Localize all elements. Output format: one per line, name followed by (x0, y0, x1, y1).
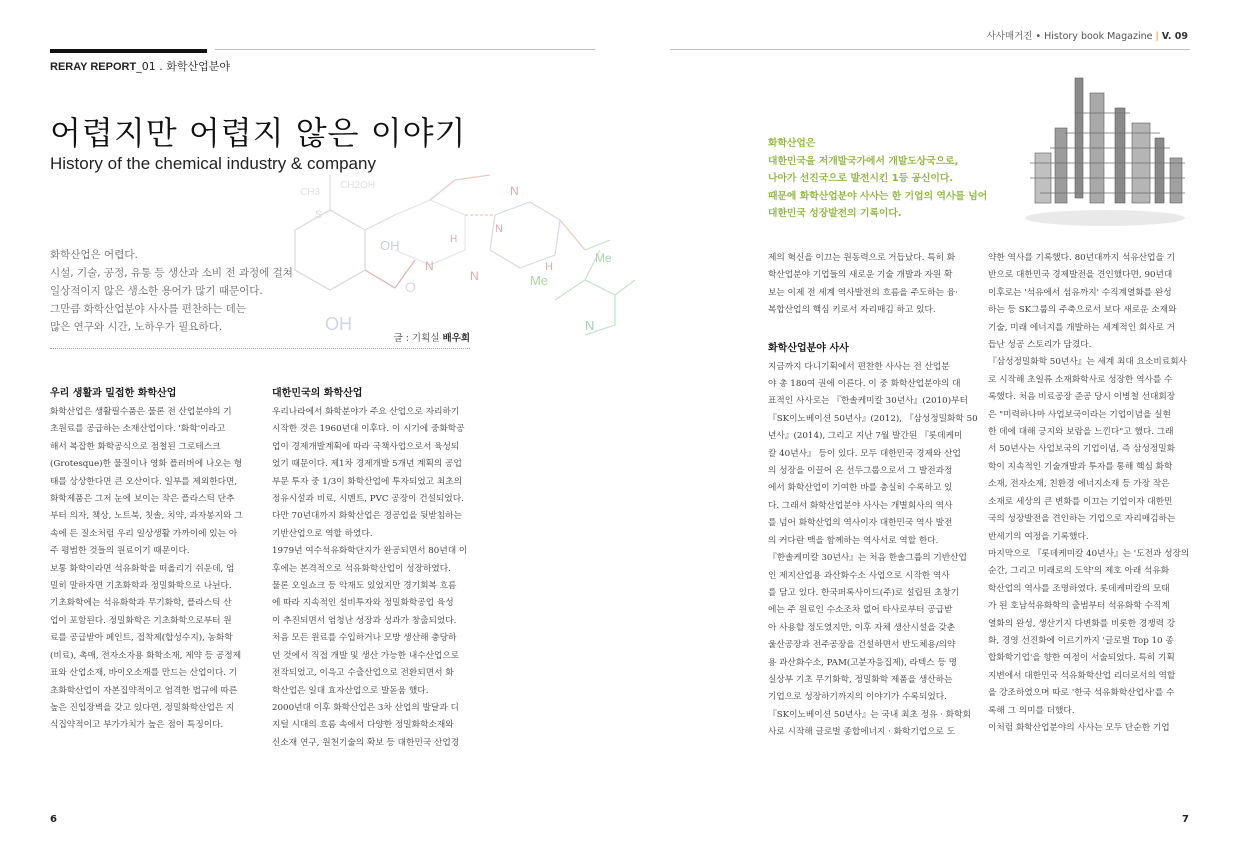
page-title: 어렵지만 어렵지 않은 이야기 (50, 114, 467, 152)
body-line: 부문 투자 중 1/3이 화학산업에 투자되었고 최초의 (272, 476, 463, 487)
section-heading: 대한민국의 화학산업 (272, 388, 363, 399)
page-number-left: 6 (50, 814, 57, 825)
body-line: 다. 그래서 화학산업분야 사사는 개별회사의 역사 (768, 500, 953, 511)
body-line: 반으로 대한민국 경제발전을 견인했다면, 90년대 (988, 270, 1173, 281)
body-line: 처음 모든 원료를 수입하거나 모방 생산해 충당하 (272, 633, 457, 644)
body-line: 높은 진입장벽을 갖고 있다면, 정밀화학산업은 지 (50, 702, 235, 713)
body-line: 을 강조하였으며 따로 '한국 석유화학산업사'를 수 (988, 688, 1175, 699)
body-line: 지털 시대의 흐름 속에서 다양한 정밀화학소재와 (272, 720, 454, 731)
header-gray-rule-right (670, 49, 1190, 50)
intro-line: 화학산업은 어렵다. (50, 249, 138, 261)
body-line: 마지막으로 『롯데케미칼 40년사』는 '도전과 성장의 (988, 548, 1190, 559)
body-line: 서 50년사는 사업보국의 기업이념, 즉 삼성정밀화 (988, 444, 1176, 455)
highlight-line: 대한민국 성장발전의 기록이다. (768, 208, 902, 219)
body-line: 속에 든 질소처럼 우리 일상생활 가까이에 있는 아 (50, 528, 238, 539)
body-line: 듭난 성공 스토리가 담겼다. (988, 340, 1092, 351)
body-line: 에 따라 지속적인 설비투자와 정밀화학공업 육성 (272, 598, 454, 609)
body-line: 물론 오일쇼크 등 악재도 있었지만 경기회복 흐름 (272, 581, 457, 592)
body-line: 기초화학에는 석유화학과 무기화학, 플라스틱 산 (50, 598, 232, 609)
body-line: 다만 70년대까지 화학산업은 경공업을 뒷받침하는 (272, 511, 462, 522)
body-line: (비료), 촉매, 전자소자용 화학소재, 제약 등 공정제 (50, 650, 242, 661)
body-line: 의 커다란 맥을 함께하는 역사서로 역할 한다. (768, 535, 939, 546)
body-line: 던 것에서 직접 개발 및 생산 가능한 내수산업으로 (272, 650, 460, 661)
body-line: 지변에서 대한민국 석유화학산업 리더로서의 역할 (988, 670, 1176, 681)
body-line: 업이 경제개발계획에 따라 국책사업으로서 육성되 (272, 441, 460, 452)
body-line: 기반산업으로 역할 하였다. (272, 528, 373, 539)
body-line: 아 사용할 정도였지만, 이후 자체 생산시설을 갖춘 (768, 622, 956, 633)
highlight-quote (768, 135, 987, 223)
intro-line: 많은 연구와 시간, 노하우가 필요하다. (50, 321, 223, 333)
body-line: 학산업의 역사를 조명하였다. 롯데케미칼의 모태 (988, 583, 1170, 594)
body-line: 해서 복잡한 화학공식으로 점철된 그로테스크 (50, 441, 221, 452)
body-line: 학산업은 일대 효자산업으로 발돋움 했다. (272, 685, 429, 696)
body-line: 로 시작해 초일류 소재화학사로 성장한 역사를 수 (988, 374, 1173, 385)
volume-number: V. 09 (1161, 31, 1188, 42)
highlight-line: 때문에 화학산업분야 사사는 한 기업의 역사를 넘어 (768, 190, 988, 202)
body-line: 보는 이제 전 세계 역사발전의 흐름을 주도하는 융· (768, 287, 958, 298)
body-line: 반세기의 여정을 기록했다. (988, 531, 1089, 542)
body-line: 주 평범한 것들의 원료이기 때문이다. (50, 546, 190, 557)
body-line: 우리나라에서 화학분야가 주요 산업으로 자리하기 (272, 407, 460, 417)
report-label-rest: _01 . 화학산업분야 (136, 60, 230, 73)
body-line: 용 과산화수소, PAM(고분자응집제), 라텍스 등 명 (768, 657, 957, 668)
body-line: 열화의 완성, 생산기지 다변화를 비롯한 경쟁력 강 (988, 618, 1176, 629)
chem-label-s: S (315, 209, 323, 221)
article-column-3 (768, 250, 978, 742)
body-line: 화학제품은 그저 눈에 보이는 작은 플라스틱 단추 (50, 494, 235, 505)
body-line: 었기 때문이다. 제1차 경제개발 5개년 계획의 공업 (272, 459, 462, 470)
body-line: 업이 포함된다. 정밀화학은 기초화학으로부터 원 (50, 615, 232, 626)
body-line: 소재로 세상의 큰 변화를 이끄는 기업이자 대한민 (988, 496, 1173, 507)
body-line: 정유시설과 비료, 시멘트, PVC 공장이 건설되었다. (272, 494, 464, 505)
body-line: 야 총 180여 권에 이른다. 이 중 화학산업분야의 대 (768, 379, 961, 390)
body-line: 료를 공급받아 페인트, 접착제(합성수지), 농화학 (50, 633, 233, 644)
highlight-line: 화학산업은 (768, 138, 816, 149)
body-line: (Grotesque)한 물질이나 영화 플러버에 나오는 형 (50, 459, 243, 470)
body-line: 이 추진되면서 엄청난 성장과 성과가 창출되었다. (272, 615, 457, 626)
body-line: 를 담고 있다. 한국퍼록사이드(주)로 설립된 초창기 (768, 587, 960, 598)
chem-label-n1: N (425, 259, 434, 273)
body-line: 태를 상상한다면 큰 오산이다. 일부를 제외한다면, (50, 476, 238, 487)
chem-label-o: O (405, 279, 416, 295)
body-line: 기업으로 성장하기까지의 이야기가 수록되었다. (768, 692, 947, 703)
report-label-bold: RERAY REPORT (50, 61, 137, 73)
magazine-name: 사사매거진 • History book Magazine (986, 31, 1153, 42)
body-line: 합화학기업'을 향한 여정이 서술되었다. 특히 기획 (988, 653, 1175, 664)
body-line: 칼 40년사』 등이 있다. 모두 대한민국 경제와 산업 (768, 448, 961, 459)
body-line: 이후로는 '석유에서 섬유까지' 수직계열화를 완성 (988, 287, 1172, 298)
body-line: 가 된 호남석유화학의 출범부터 석유화학 수직계 (988, 601, 1170, 612)
body-line: 사로 시작해 글로벌 종합에너지 · 화학기업으로 도 (768, 727, 956, 738)
chem-label-n4: N (585, 318, 595, 333)
body-line: 학산업분야 기업들의 새로운 기술 개발과 자원 확 (768, 270, 953, 281)
body-line: 보통 화학이라면 석유화학을 떠올리기 쉬운데, 엄 (50, 563, 235, 574)
page-number-right: 7 (1182, 814, 1189, 825)
body-line: 의 성장을 이끌어 온 선두그룹으로서 그 발전과정 (768, 466, 953, 477)
body-line: 『한솔케미칼 30년사』는 처음 한솔그룹의 기반산업 (768, 553, 967, 564)
body-line: 식집약적이고 부가가치가 높은 점이 특징이다. (50, 720, 224, 731)
body-line: 표와 산업소재, 바이오소재를 만드는 산업이다. 기 (50, 668, 238, 679)
body-line: 소재, 전자소재, 친환경 에너지소재 등 가장 작은 (988, 479, 1170, 490)
byline-author: 배우희 (442, 333, 470, 344)
body-line: 순간, 그리고 미래로의 도약'의 제호 아래 석유화 (988, 566, 1170, 577)
body-line: 울산공장과 전주공장을 건설하면서 반도체용/의약 (768, 640, 956, 651)
body-line: 기술, 미래 에너지를 개발하는 세계적인 회사로 거 (988, 322, 1176, 333)
article-column-4 (988, 250, 1193, 737)
body-line: 시작한 것은 1960년대 이후다. 이 시기에 중화학공 (272, 424, 465, 435)
body-line: 학이 지속적인 기술개발과 투자를 통해 핵심 화학 (988, 461, 1173, 472)
magazine-header (987, 28, 1188, 42)
chem-label-h: H (545, 261, 553, 273)
intro-line: 일상적이지 않은 생소한 용어가 많기 때문이다. (50, 285, 263, 297)
body-line: 초화학산업이 자본집약적이고 엄격한 법규에 따른 (50, 685, 238, 696)
body-line: 복합산업의 핵심 키로서 자리매김 하고 있다. (768, 305, 936, 316)
body-line: 록했다. 처음 비료공장 준공 당시 이병철 선대회장 (988, 392, 1176, 403)
chem-label-n5: N (495, 223, 503, 235)
body-line: 에서 화학산업이 기여한 바를 충실히 수록하고 있 (768, 483, 953, 494)
chem-label-n2: N (510, 184, 519, 198)
byline-prefix: 글 : 기획실 (393, 333, 443, 344)
highlight-line: 나아가 선진국으로 발전시킨 1등 공신이다. (768, 173, 954, 184)
body-line: 2000년대 이후 화학산업은 3차 산업의 발달과 디 (272, 702, 459, 713)
body-line: 초원료를 공급하는 소재산업이다. '화학'이라고 (50, 424, 226, 435)
chem-label-oh-large: OH (325, 314, 352, 334)
header-separator: | (1152, 31, 1162, 42)
body-line: 한 데에 대해 긍지와 보람을 느낀다"고 했다. 그래 (988, 427, 1174, 438)
body-line: 『SK이노베이션 50년사』(2012), 『삼성정밀화학 50 (768, 413, 978, 424)
body-line: 에는 주 원료인 수소조차 없어 타사로부터 공급받 (768, 605, 953, 616)
body-line: 표적인 사사로는 『한솔케미칼 30년사』(2010)부터 (768, 396, 968, 407)
body-line: 제의 혁신을 이끄는 원동력으로 거듭났다. 특히 화 (768, 253, 956, 263)
refinery-photo (1020, 68, 1190, 228)
body-line: 록해 그 의미를 더했다. (988, 705, 1075, 716)
page-subtitle: History of the chemical industry & company (50, 154, 376, 173)
body-line: 『SK이노베이션 50년사』는 국내 최초 정유 · 화학회 (768, 709, 971, 720)
chem-label-h2: H (450, 234, 458, 245)
body-line: 부터 의자, 책상, 노트북, 칫솔, 치약, 과자봉지와 그 (50, 511, 243, 522)
chem-label-ch2oh: CH2OH (340, 180, 376, 191)
body-line: 약한 역사를 기록했다. 80년대까지 석유산업을 기 (988, 253, 1176, 263)
body-line: 1979년 여수석유화학단지가 완공되면서 80년대 이 (272, 546, 468, 557)
body-line: 『삼성정밀화학 50년사』는 세계 최대 요소비료회사 (988, 357, 1187, 368)
body-line: 지금까지 다니기획에서 편찬한 사사는 전 산업분 (768, 361, 950, 372)
body-line: 국의 성장발전을 견인하는 기업으로 자리매김하는 (988, 514, 1176, 525)
chem-label-me2: Me (595, 251, 612, 265)
body-line: 전작되었고, 이윽고 수출산업으로 전환되면서 화 (272, 668, 454, 679)
chem-label-me1: Me (530, 273, 549, 288)
body-line: 화, 경영 선진화에 이르기까지 '글로벌 Top 10 종 (988, 635, 1174, 646)
body-line: 후에는 본격적으로 석유화학산업이 성장하였다. (272, 563, 451, 574)
body-line: 인 제지산업용 과산화수소 사업으로 시작한 역사 (768, 570, 950, 581)
body-line: 를 넘어 화학산업의 역사이자 대한민국 역사 발전 (768, 518, 953, 529)
chem-label-oh: OH (380, 238, 400, 253)
body-line: 밀히 말하자면 기초화학과 정밀화학으로 나뉜다. (50, 581, 232, 592)
chem-label-n3: N (470, 269, 479, 283)
body-line: 신소재 연구, 원천기술의 확보 등 대한민국 산업경 (272, 737, 460, 748)
body-line: 하는 등 SK그룹의 주축으로서 보다 새로운 소재와 (988, 305, 1177, 316)
body-line: 은 "미력하나마 사업보국이라는 기업이념을 실현 (988, 409, 1171, 420)
chem-label-ch3: CH3 (300, 187, 321, 198)
highlight-line: 대한민국을 저개발국가에서 개발도상국으로, (768, 155, 959, 167)
intro-line: 그만큼 화학산업분야 사사를 편찬하는 데는 (50, 303, 246, 315)
body-line: 실상부 기초 무기화학, 정밀화학 제품을 생산하는 (768, 674, 953, 685)
intro-line: 시설, 기술, 공정, 유통 등 생산과 소비 전 과정에 걸쳐 (50, 267, 293, 279)
body-line: 이처럼 화학산업분야의 사사는 모두 단순한 기업 (988, 722, 1170, 733)
section-heading: 화학산업분야 사사 (768, 342, 849, 354)
section-heading: 우리 생활과 밀접한 화학산업 (50, 388, 177, 399)
body-line: 년사』(2014), 그리고 지난 7월 발간된 『롯데케미 (768, 431, 963, 442)
body-line: 화학산업은 생활필수품은 물론 전 산업분야의 기 (50, 407, 232, 417)
